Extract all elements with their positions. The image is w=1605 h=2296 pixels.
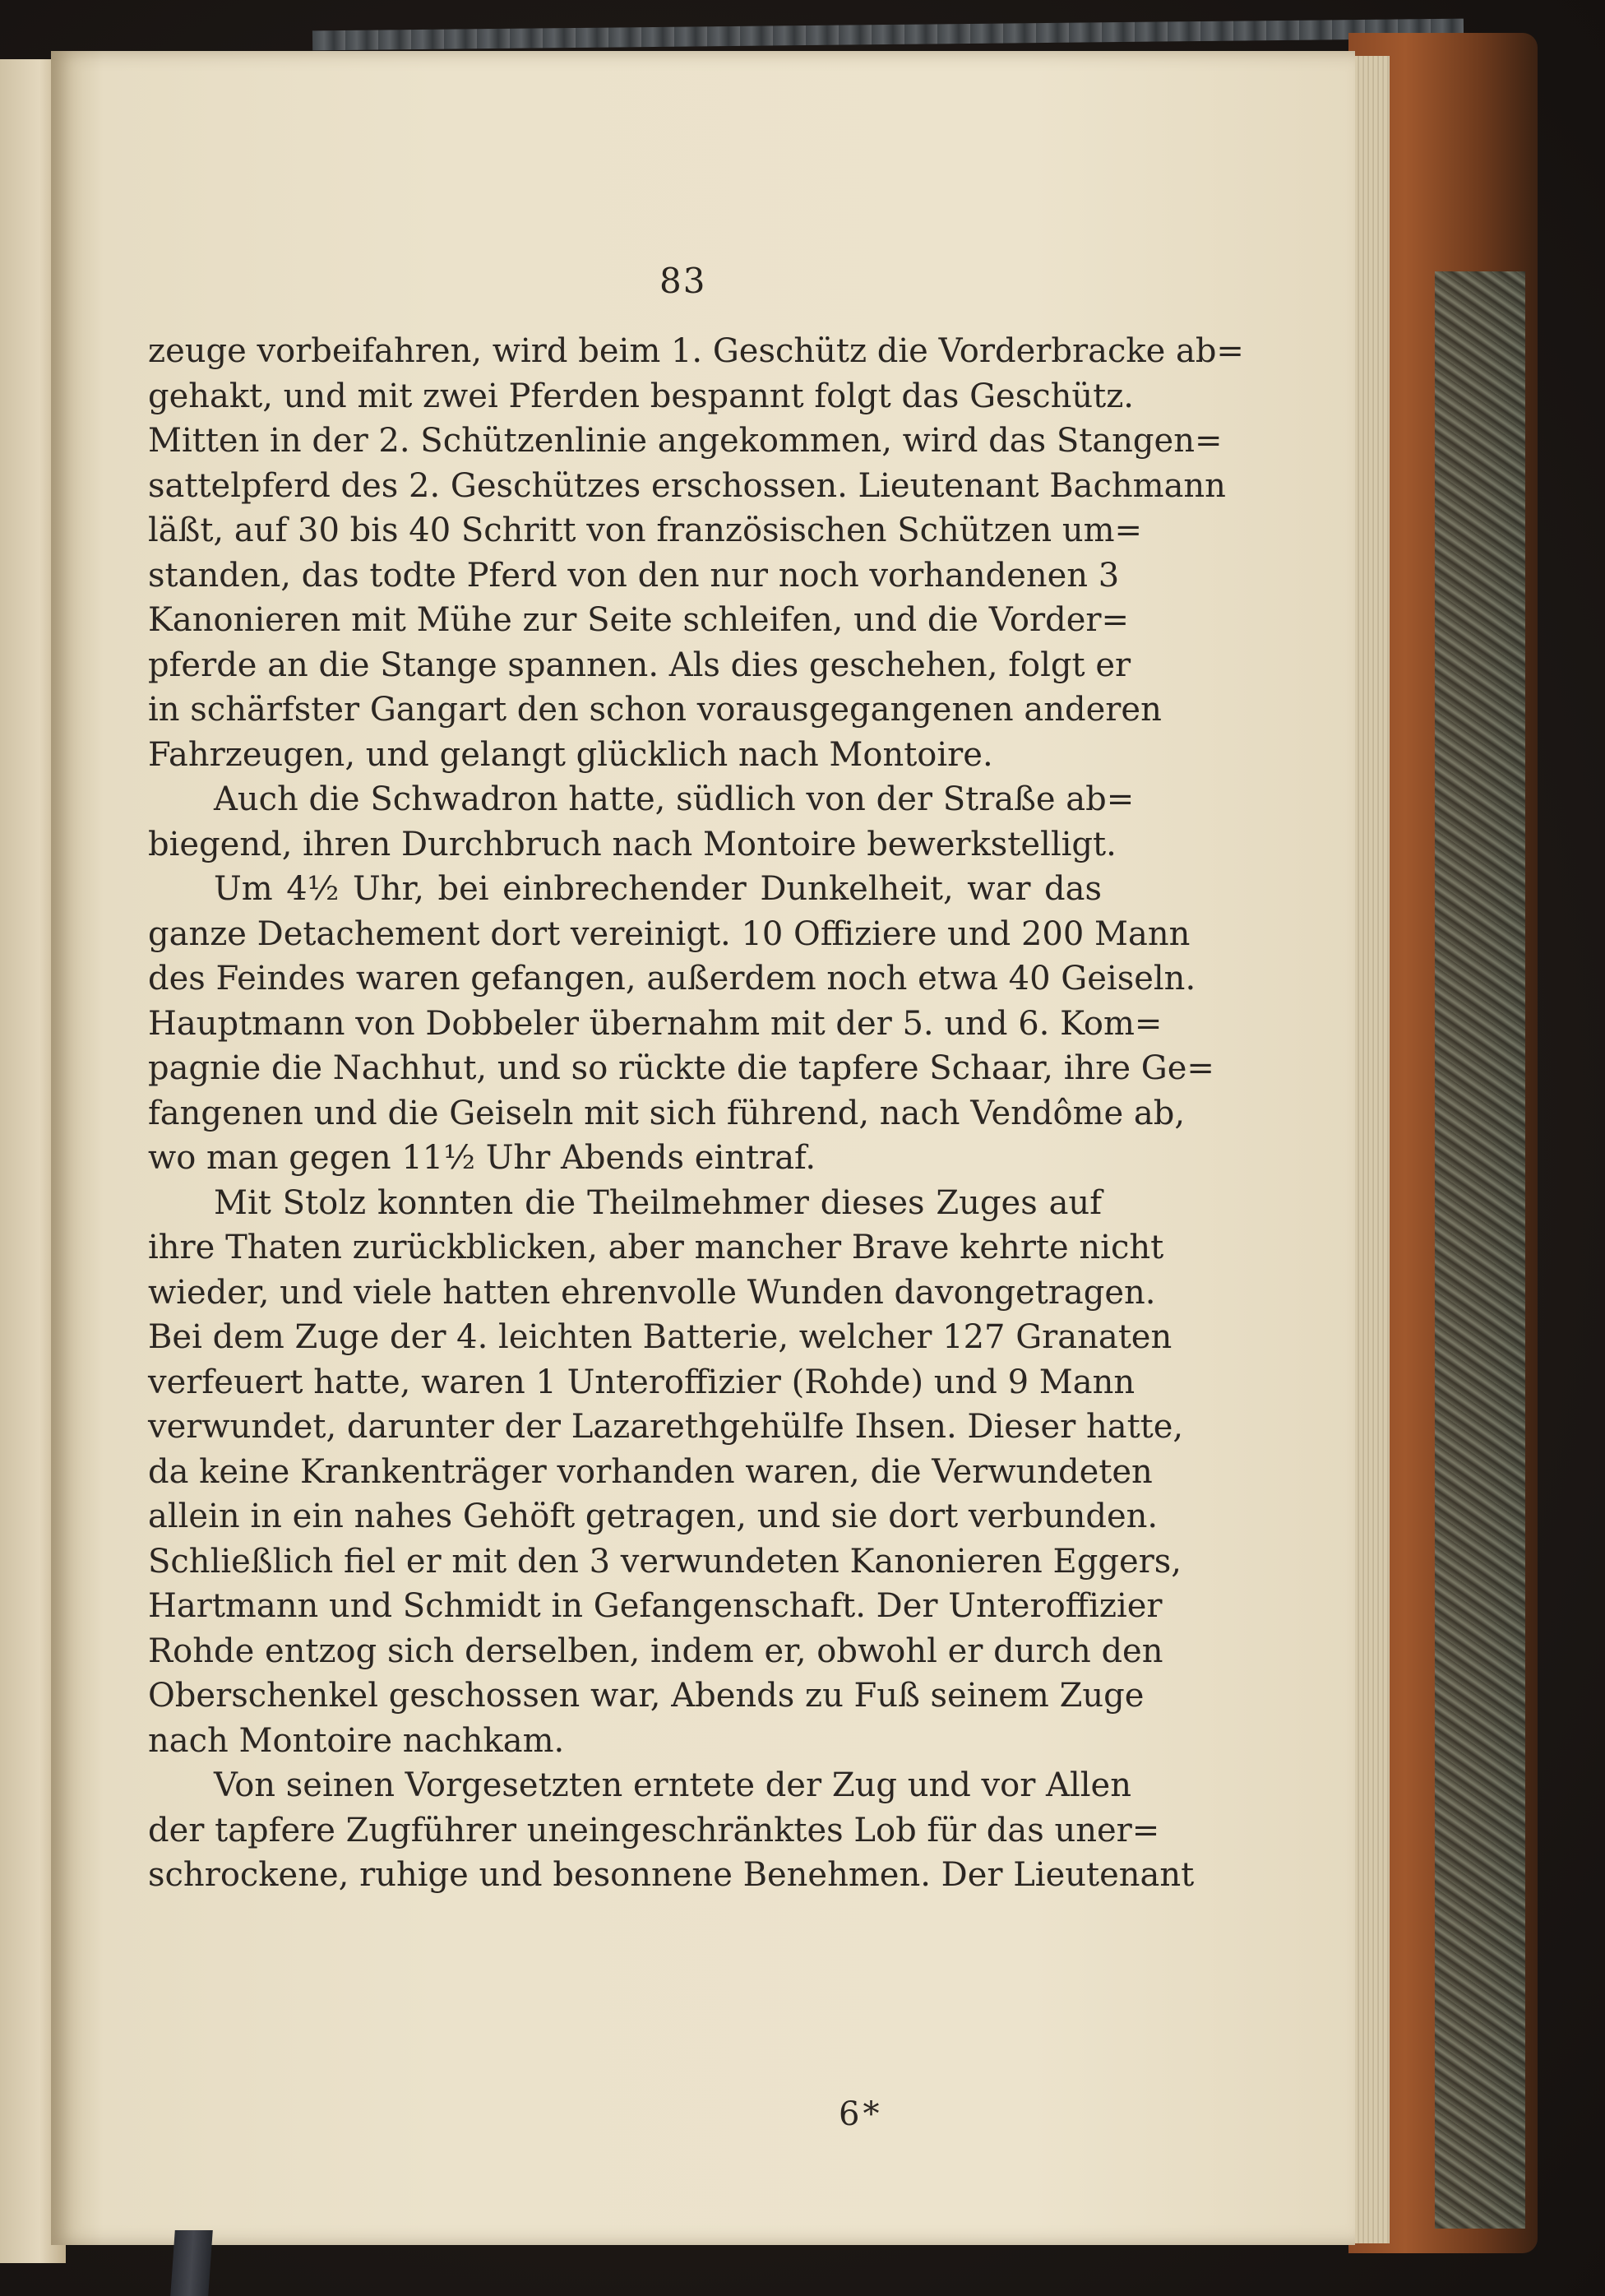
text-line: ihre Thaten zurückblicken, aber mancher Brave kehrte nicht <box>148 1229 1164 1266</box>
text-line: verwundet, darunter der Lazarethgehülfe Ihsen. Dieser hatte, <box>148 1408 1184 1446</box>
text-line: ganze Detachement dort vereinigt. 10 Offiziere und 200 Mann <box>148 914 1191 953</box>
text-line: schrockene, ruhige und besonnene Benehmen. Der Lieutenant <box>148 1856 1195 1894</box>
signature-mark: 6* <box>839 2095 883 2133</box>
text-line: gehakt, und mit zwei Pferden bespannt folgt das Geschütz. <box>148 377 1135 415</box>
text-line: Hartmann und Schmidt in Gefangenschaft. Der Unteroffizier <box>148 1587 1163 1625</box>
text-line: zeuge vorbeifahren, wird beim 1. Geschütz die Vorderbracke ab= <box>148 332 1244 370</box>
text-line: Rohde entzog sich derselben, indem er, obwohl er durch den <box>148 1632 1163 1670</box>
text-line: des Feindes waren gefangen, außerdem noch etwa 40 Geiseln. <box>148 960 1196 998</box>
text-line: nach Montoire nachkam. <box>148 1721 565 1760</box>
text-line: Schließlich fiel er mit den 3 verwundeten Kanonieren Eggers, <box>148 1542 1182 1581</box>
page-body-text <box>148 329 1244 1898</box>
text-line: Von seinen Vorgesetzten erntete der Zug und vor Allen <box>214 1766 1131 1804</box>
text-line: biegend, ihren Durchbruch nach Montoire bewerkstelligt. <box>148 825 1117 863</box>
text-line: Mit Stolz konnten die Theilmehmer dieses Zuges auf <box>214 1183 1102 1222</box>
text-line: pferde an die Stange spannen. Als dies geschehen, folgt er <box>148 646 1131 684</box>
text-line: in schärfster Gangart den schon vorausgegangenen anderen <box>148 691 1162 729</box>
text-line: Um 4½ Uhr, bei einbrechender Dunkelheit, war das <box>214 870 1102 908</box>
bookmark-ribbon <box>170 2230 213 2296</box>
text-line: allein in ein nahes Gehöft getragen, und sie dort verbunden. <box>148 1497 1159 1535</box>
text-line: sattelpferd des 2. Geschützes erschossen. Lieutenant Bachmann <box>148 466 1226 505</box>
text-line: Mitten in der 2. Schützenlinie angekommen, wird das Stangen= <box>148 422 1223 460</box>
text-line: Auch die Schwadron hatte, südlich von der Straße ab= <box>214 780 1135 818</box>
text-line: verfeuert hatte, waren 1 Unteroffizier (Rohde) und 9 Mann <box>148 1363 1136 1401</box>
text-line: standen, das todte Pferd von den nur noch vorhandenen 3 <box>148 556 1120 595</box>
text-line: da keine Krankenträger vorhanden waren, die Verwundeten <box>148 1452 1153 1491</box>
page-number: 83 <box>659 261 707 301</box>
text-line: wieder, und viele hatten ehrenvolle Wunden davongetragen. <box>148 1273 1156 1312</box>
marbled-endpaper <box>1435 271 1525 2229</box>
text-line: Fahrzeugen, und gelangt glücklich nach Montoire. <box>148 735 993 774</box>
text-line: Kanonieren mit Mühe zur Seite schleifen, und die Vorder= <box>148 601 1130 639</box>
text-line: Bei dem Zuge der 4. leichten Batterie, welcher 127 Granaten <box>148 1318 1173 1356</box>
text-line: Hauptmann von Dobbeler übernahm mit der 5. und 6. Kom= <box>148 1004 1163 1043</box>
text-line: der tapfere Zugführer uneingeschränktes Lob für das uner= <box>148 1811 1160 1849</box>
text-line: läßt, auf 30 bis 40 Schritt von französischen Schützen um= <box>148 512 1143 549</box>
text-line: fangenen und die Geiseln mit sich führend, nach Vendôme ab, <box>148 1094 1186 1132</box>
text-line: Oberschenkel geschossen war, Abends zu Fuß seinem Zuge <box>148 1677 1145 1715</box>
text-line: pagnie die Nachhut, und so rückte die tapfere Schaar, ihre Ge= <box>148 1049 1214 1087</box>
text-line: wo man gegen 11½ Uhr Abends eintraf. <box>148 1139 816 1177</box>
